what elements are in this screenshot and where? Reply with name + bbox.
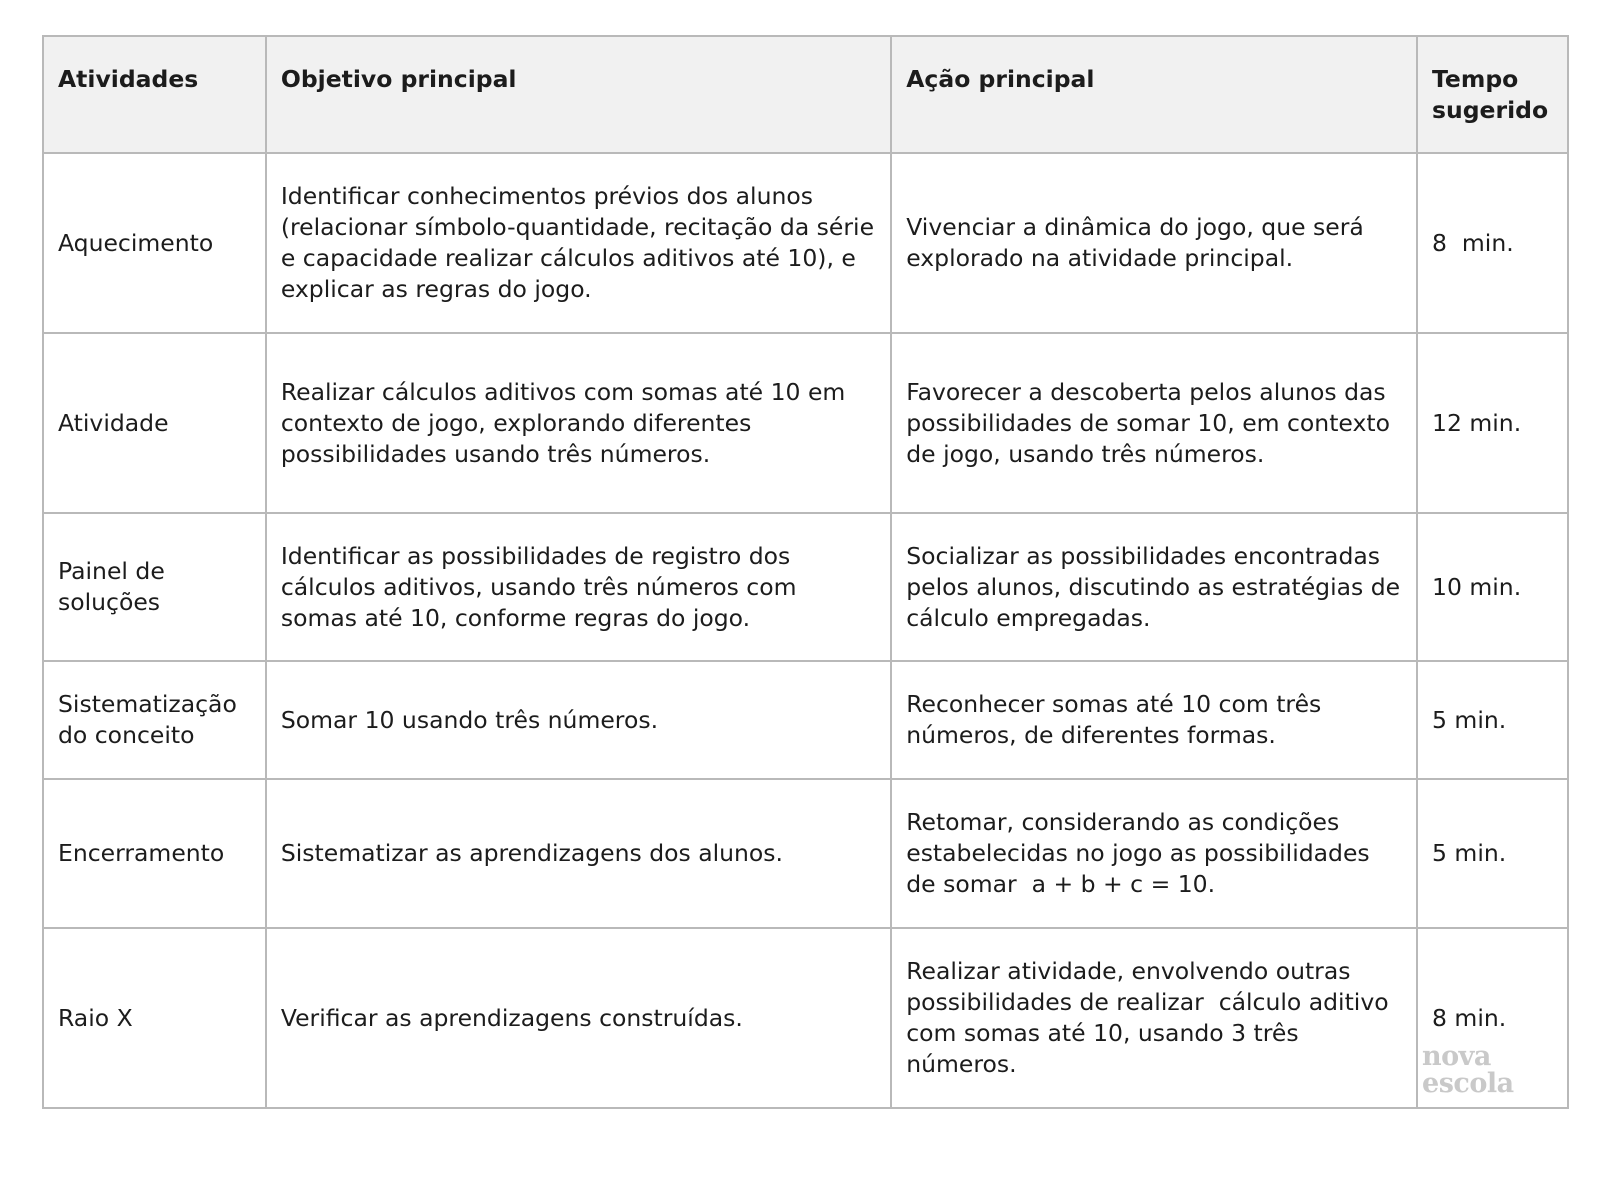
cell-objetivo: Verificar as aprendizagens construídas. bbox=[266, 928, 891, 1108]
header-atividades: Atividades bbox=[43, 36, 266, 153]
cell-acao: Realizar atividade, envolvendo outras possibilidades de realizar cálculo aditivo com somas até 10, usando 3 três números. bbox=[891, 928, 1417, 1108]
cell-objetivo: Realizar cálculos aditivos com somas até 10 em contexto de jogo, explorando diferentes possibilidades usando três números. bbox=[266, 333, 891, 513]
table-row bbox=[43, 513, 1568, 661]
cell-atividade: Aquecimento bbox=[43, 153, 266, 333]
header-acao-principal: Ação principal bbox=[891, 36, 1417, 153]
cell-tempo: 8 min. bbox=[1432, 1003, 1507, 1032]
cell-tempo: 5 min. bbox=[1417, 779, 1568, 928]
header-tempo-sugerido: Tempo sugerido bbox=[1417, 36, 1568, 153]
cell-atividade: Sistematização do conceito bbox=[43, 661, 266, 779]
cell-tempo: 8 min. bbox=[1417, 153, 1568, 333]
cell-objetivo: Identificar conhecimentos prévios dos alunos (relacionar símbolo-quantidade, recitação da série e capacidade realizar cálculos aditivos até 10), e explicar as regras do jogo. bbox=[266, 153, 891, 333]
cell-tempo: 10 min. bbox=[1417, 513, 1568, 661]
table-header-row bbox=[43, 36, 1568, 153]
cell-acao: Favorecer a descoberta pelos alunos das possibilidades de somar 10, em contexto de jogo, usando três números. bbox=[891, 333, 1417, 513]
cell-atividade: Painel de soluções bbox=[43, 513, 266, 661]
lesson-plan-table bbox=[42, 35, 1569, 1109]
table-row bbox=[43, 928, 1568, 1108]
cell-acao: Retomar, considerando as condições estabelecidas no jogo as possibilidades de somar a + b + c = 10. bbox=[891, 779, 1417, 928]
cell-atividade: Raio X bbox=[43, 928, 266, 1108]
cell-acao: Vivenciar a dinâmica do jogo, que será explorado na atividade principal. bbox=[891, 153, 1417, 333]
cell-tempo: 12 min. bbox=[1417, 333, 1568, 513]
table-row bbox=[43, 661, 1568, 779]
table-row bbox=[43, 153, 1568, 333]
cell-acao: Socializar as possibilidades encontradas pelos alunos, discutindo as estratégias de cálculo empregadas. bbox=[891, 513, 1417, 661]
cell-atividade: Atividade bbox=[43, 333, 266, 513]
cell-acao: Reconhecer somas até 10 com três números, de diferentes formas. bbox=[891, 661, 1417, 779]
logo-line-1: nova bbox=[1422, 1041, 1491, 1072]
table-row bbox=[43, 333, 1568, 513]
cell-tempo-with-logo bbox=[1417, 928, 1568, 1108]
table-row bbox=[43, 779, 1568, 928]
cell-objetivo: Identificar as possibilidades de registro dos cálculos aditivos, usando três números com somas até 10, conforme regras do jogo. bbox=[266, 513, 891, 661]
cell-objetivo: Somar 10 usando três números. bbox=[266, 661, 891, 779]
header-objetivo-principal: Objetivo principal bbox=[266, 36, 891, 153]
nova-escola-logo bbox=[1422, 1043, 1514, 1097]
logo-line-2: escola bbox=[1422, 1068, 1514, 1099]
cell-atividade: Encerramento bbox=[43, 779, 266, 928]
cell-objetivo: Sistematizar as aprendizagens dos alunos. bbox=[266, 779, 891, 928]
cell-tempo: 5 min. bbox=[1417, 661, 1568, 779]
